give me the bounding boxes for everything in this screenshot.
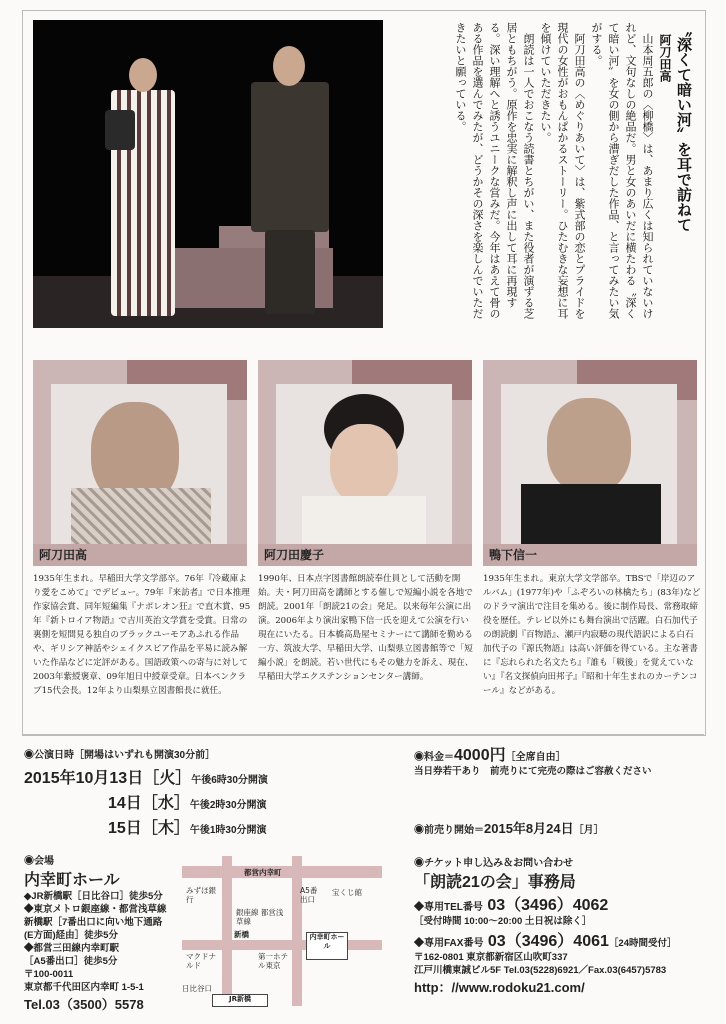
advance-value: 2015年8月24日 [484, 821, 574, 836]
map-shinbashi: 新橋 [234, 930, 249, 939]
profile-bio: 1935年生まれ。早稲田大学文学部卒。76年『冷蔵庫より愛をこめて』でデビュー。79年『来訪者』で日本推理作家協会賞、同年短編集『ナポレオン狂』で直木賞、95年『新トロイア物語』で吉川英治文学賞を受賞。日常の裏側を短間見る独自のブラックユーモアあふれる作品や、ギリシア神話やシェイクスピア作品を平易に読み解いた作品などに定評がある。国語政策への寄与に対して2003年紫綬褒章、09年旭日中綬章受章。日本ペンクラブ15代会長。12年より山梨県立図書館長に就任。 [33, 574, 251, 696]
contact-building: 江戸川橋東誠ビル5F Tel.03(5228)6921／Fax.03(6457)5783 [414, 965, 667, 976]
price-block [414, 742, 714, 778]
venue-access: ［A5番出口］徒歩5分 [24, 956, 118, 967]
venue-name: 内幸町ホール [24, 872, 120, 889]
venue-access: (E方面)経由］徒歩5分 [24, 930, 118, 941]
portrait-photo [51, 384, 227, 548]
price-sub: 当日券若干あり 前売りにて完売の際はご容赦ください [414, 766, 652, 777]
map-hall: 内幸町ホール [306, 932, 348, 960]
map-hotel: 第一ホテル東京 [258, 952, 288, 970]
venue-access: 新橋駅［7番出口に向い地下通路 [24, 917, 163, 928]
venue-label: ◉会場 [24, 856, 54, 867]
portrait-photo [501, 384, 677, 548]
price-value: 4000円 [454, 747, 506, 764]
contact-org: 「朗読21の会」事務局 [414, 874, 576, 891]
essay [395, 22, 695, 327]
advance-dow: ［月］ [573, 825, 604, 836]
essay-title: 〝深くて暗い河〟を耳で訪ねて [675, 22, 693, 232]
schedule-block [24, 746, 354, 838]
essay-paragraph: 山本周五郎の〈柳橋〉は、あまり広くは知られていないけれど、文句なしの絶品だ。男と女のあいだに横たわる〝深くて暗い河〟を女の側から漕ぎだした作品、と言ってみたい気がする。 [590, 22, 654, 319]
contact-fax: 03（3496）4061 [487, 933, 609, 950]
schedule-time: 午後2時30分開演 [189, 800, 267, 811]
essay-author: 阿刀田高 [658, 34, 672, 82]
contact-postal: 〒162-0801 東京都新宿区山吹町337 [414, 952, 568, 963]
schedule-dow: ［火］ [143, 770, 192, 787]
map-takarakuji: 宝くじ館 [332, 888, 362, 897]
venue-address: 東京都千代田区内幸町 1-5-1 [24, 982, 144, 993]
essay-paragraph: 阿刀田高の〈めぐりあいて〉は、紫式部の恋とプライドを現代の女性がおもんぱかるストーリー。ひたむきな妄想に耳を傾けていただきたい。 [539, 22, 586, 319]
portrait-photo [276, 384, 452, 548]
access-map [182, 856, 382, 1006]
profile-atoda-keiko [258, 360, 476, 684]
contact-block [414, 854, 714, 996]
contact-label: ◉チケット申し込み＆お問い合わせ [414, 858, 574, 869]
profile-name: 阿刀田高 [33, 544, 247, 566]
venue-tel: Tel.03（3500）5578 [24, 997, 144, 1012]
contact-fax-note: ［24時間受付］ [608, 938, 677, 949]
profile-atoda-takashi [33, 360, 251, 698]
schedule-label: ◉公演日時［開場はいずれも開演30分前］ [24, 750, 216, 761]
contact-tel-label: ◆専用TEL番号 [414, 902, 483, 913]
venue-access: ◆都営三田線内幸町駅 [24, 943, 120, 954]
map-road-label: 都営内幸町 [244, 868, 282, 877]
profile-kamoshita-shinichi [483, 360, 701, 698]
profile-bio: 1935年生まれ。東京大学文学部卒。TBSで「岸辺のアルバム」(1977年)や「ふぞろいの林檎たち」(83年)などのドラマ演出で注目を集める。後に制作局長、常務取締役を歴任。テレビ以外にも舞台演出で活躍。白石加代子の朗読劇『百物語』、瀬戸内寂聴の現代語訳による白石加代子の『源氏物語』は高い評価を得ている。主な著書に『忘れられた名文たち』『誰も「戦後」を覚えていない』『名文探偵向田邦子』『昭和十年生まれのカーテンコール』などがある。 [483, 574, 701, 696]
price-note: ［全席自由］ [505, 752, 566, 763]
schedule-time: 午後6時30分開演 [191, 775, 268, 786]
advance-block [414, 818, 714, 838]
contact-hours: ［受付時間 10:00〜20:00 土日祝は除く］ [414, 916, 592, 927]
schedule-dow: ［木］ [141, 820, 190, 837]
schedule-dow: ［水］ [141, 795, 190, 812]
schedule-date: 14日 [108, 795, 142, 812]
profile-name: 鴨下信一 [483, 544, 697, 566]
contact-url[interactable]: http：//www.rodoku21.com/ [414, 980, 585, 995]
price-label: ◉料金＝ [414, 752, 454, 763]
venue-access: ◆JR新橋駅［日比谷口］徒歩5分 [24, 891, 163, 902]
contact-fax-label: ◆専用FAX番号 [414, 938, 484, 949]
stage-photo [33, 20, 383, 328]
map-mcd: マクドナルド [186, 952, 216, 970]
advance-label: ◉前売り開始＝ [414, 825, 484, 836]
schedule-time: 午後1時30分開演 [189, 825, 267, 836]
contact-tel[interactable]: 03（3496）4062 [487, 897, 609, 914]
essay-paragraph: 朗読は一人でおこなう読書とちがい、また役者が演ずる芝居ともちがう。原作を忠実に解釈し声に出して耳に再現する。深い理解へと誘うユニークな営みだ。今年はあえて骨のある作品を選んでみたが、どうかその深さを楽しんでいただきたいと願っている。 [454, 22, 535, 319]
section-divider [22, 734, 704, 735]
schedule-date: 2015年10月13日 [24, 770, 144, 787]
map-exit-label: A5番出口 [300, 886, 318, 904]
schedule-date: 15日 [108, 820, 142, 837]
venue-access: ◆東京メトロ銀座線・都営浅草線 [24, 904, 167, 915]
profile-bio: 1990年、日本点字図書館朗読奉仕員として活動を開始。夫・阿刀田高を講師とする催しで短編小説を各地で朗読。2001年「朗読21の会」発足。以来毎年公演に出演。2006年より演出家鴨下信一氏を迎えて公演を行い現在にいたる。日本橋高島屋セミナーにて講師を勤める一方、筑波大学、早稲田大学、山梨県立図書館等で「短編小説」を朗読。若い世代にもその魅力を訴え、現在、早稲田大学エクステンションセンター講師。 [258, 574, 474, 682]
venue-block [24, 852, 184, 1013]
map-mizuho: みずほ銀行 [186, 886, 216, 904]
venue-postal: 〒100-0011 [24, 969, 74, 980]
map-ginza-line: 銀座線 都営浅草線 [236, 908, 284, 926]
map-jr: JR新橋 [212, 994, 268, 1007]
map-hibiya: 日比谷口 [182, 984, 212, 993]
profile-name: 阿刀田慶子 [258, 544, 472, 566]
